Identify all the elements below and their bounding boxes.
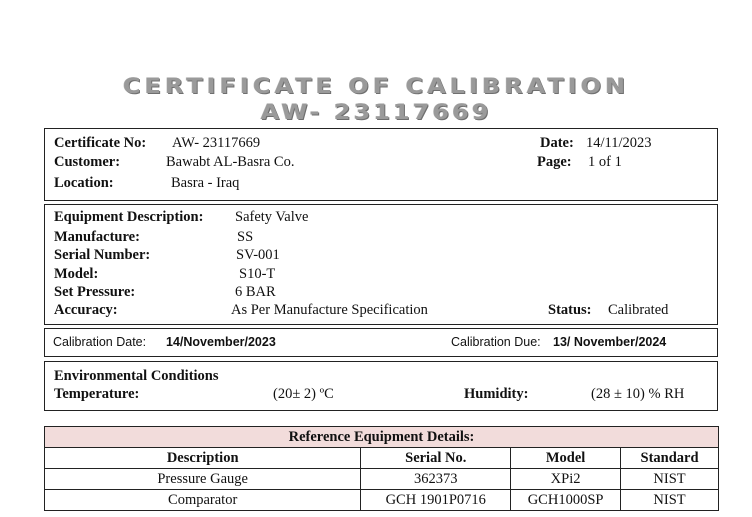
equipment-description-value: Safety Valve xyxy=(235,209,309,225)
status-value: Calibrated xyxy=(608,302,669,318)
location-label: Location: xyxy=(54,175,114,191)
equipment-section xyxy=(44,204,718,325)
certificate-number-title: AW- 23117669 xyxy=(260,99,492,125)
calibration-dates-section xyxy=(44,328,718,357)
calibration-date-value: 14/November/2023 xyxy=(166,335,276,349)
humidity-label: Humidity: xyxy=(464,386,529,402)
page-value: 1 of 1 xyxy=(588,154,622,170)
certificate-no-label: Certificate No: xyxy=(54,135,147,151)
customer-value: Bawabt AL-Basra Co. xyxy=(166,154,295,170)
calibration-date-label: Calibration Date: xyxy=(53,335,147,349)
reference-equipment-table xyxy=(44,426,719,511)
header-section xyxy=(44,128,718,201)
manufacture-value: SS xyxy=(237,229,254,245)
cell-serial: 362373 xyxy=(361,469,511,490)
model-value: S10-T xyxy=(239,266,276,282)
set-pressure-value: 6 BAR xyxy=(235,284,276,300)
set-pressure-label: Set Pressure: xyxy=(54,284,136,300)
date-label: Date: xyxy=(540,135,574,151)
cell-description: Comparator xyxy=(45,490,361,511)
environment-section xyxy=(44,361,718,411)
environment-heading: Environmental Conditions xyxy=(54,368,219,384)
accuracy-label: Accuracy: xyxy=(54,302,118,318)
accuracy-value: As Per Manufacture Specification xyxy=(231,302,428,318)
equipment-description-label: Equipment Description: xyxy=(54,209,204,225)
cell-description: Pressure Gauge xyxy=(45,469,361,490)
serial-number-value: SV-001 xyxy=(236,247,280,263)
column-header-description: Description xyxy=(45,448,361,469)
cell-model: XPi2 xyxy=(511,469,621,490)
calibration-due-value: 13/ November/2024 xyxy=(553,335,667,349)
table-row xyxy=(45,490,719,511)
temperature-label: Temperature: xyxy=(54,386,140,402)
table-row xyxy=(45,469,719,490)
model-label: Model: xyxy=(54,266,99,282)
manufacture-label: Manufacture: xyxy=(54,229,140,245)
cell-serial: GCH 1901P0716 xyxy=(361,490,511,511)
reference-table-heading: Reference Equipment Details: xyxy=(45,427,719,448)
page-label: Page: xyxy=(537,154,572,170)
certificate-title: CERTIFICATE OF CALIBRATION xyxy=(122,73,630,99)
customer-label: Customer: xyxy=(54,154,121,170)
humidity-value: (28 ± 10) % RH xyxy=(591,386,685,402)
cell-model: GCH1000SP xyxy=(511,490,621,511)
serial-number-label: Serial Number: xyxy=(54,247,151,263)
date-value: 14/11/2023 xyxy=(586,135,652,151)
status-label: Status: xyxy=(548,302,592,318)
certificate-no-value: AW- 23117669 xyxy=(172,135,261,151)
cell-standard: NIST xyxy=(621,490,719,511)
temperature-value: (20± 2) ºC xyxy=(273,386,334,402)
column-header-serial: Serial No. xyxy=(361,448,511,469)
calibration-due-label: Calibration Due: xyxy=(451,335,541,349)
location-value: Basra - Iraq xyxy=(171,175,240,191)
column-header-model: Model xyxy=(511,448,621,469)
cell-standard: NIST xyxy=(621,469,719,490)
column-header-standard: Standard xyxy=(621,448,719,469)
